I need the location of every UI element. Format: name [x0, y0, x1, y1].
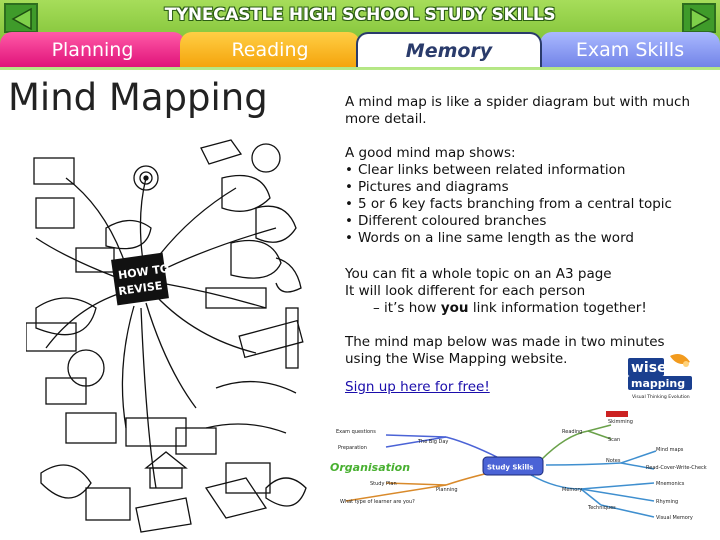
list-item: • Different coloured branches	[345, 213, 705, 230]
list-item: • 5 or 6 key facts branching from a central topic	[345, 196, 705, 213]
para3-line1: You can fit a whole topic on an A3 page	[345, 266, 612, 282]
mindmap-node: Notes	[606, 458, 621, 464]
mindmap-node: Study Plan	[370, 481, 397, 487]
mindmap-node: Exam questions	[336, 429, 376, 435]
tab-planning[interactable]: Planning	[0, 32, 185, 67]
mindmap-node: Rhyming	[656, 499, 679, 505]
mindmap-node: Scan	[608, 437, 621, 443]
mind-map-sketch-image	[26, 128, 316, 538]
list-intro: A good mind map shows:	[345, 145, 516, 161]
logo-word-mapping: mapping	[631, 377, 686, 390]
mindmap-central-node: Study Skills	[487, 463, 534, 472]
mindmap-title: Organisation	[330, 461, 411, 474]
mindmap-node: Memory	[562, 487, 583, 493]
mindmap-node: Preparation	[338, 445, 367, 451]
mindmap-node: Visual Memory	[656, 515, 693, 521]
mindmap-node: What type of learner are you?	[340, 499, 415, 505]
page-title: Mind Mapping	[8, 76, 268, 119]
para3-emphasis: you	[440, 300, 469, 316]
good-mind-map-list	[345, 145, 705, 247]
intro-paragraph: A mind map is like a spider diagram but with much more detail.	[345, 94, 691, 127]
mindmap-node: Reading	[562, 429, 583, 435]
list-item: • Words on a line same length as the word	[345, 230, 705, 247]
para3-line2: It will look different for each person	[345, 283, 586, 299]
signup-link[interactable]: Sign up here for free!	[345, 379, 490, 395]
list-item: • Clear links between related information	[345, 162, 705, 179]
mindmap-node: Planning	[436, 487, 458, 493]
mindmap-node: Read-Cover-Write-Check	[646, 465, 707, 471]
tab-memory[interactable]: Memory	[356, 32, 542, 67]
logo-tagline: Visual Thinking Evolution	[632, 395, 690, 400]
site-title: TYNECASTLE HIGH SCHOOL STUDY SKILLS	[164, 5, 556, 25]
header-bar	[0, 0, 720, 70]
wise-mapping-logo[interactable]	[626, 352, 702, 400]
tab-exam-skills[interactable]: Exam Skills	[540, 32, 720, 67]
next-page-button[interactable]	[682, 3, 716, 33]
para3-line3-start: – it’s how	[373, 300, 441, 316]
tab-reading[interactable]: Reading	[180, 32, 360, 67]
topic-paragraph	[345, 266, 705, 317]
wise-mapping-paragraph: The mind map below was made in two minutes using the Wise Mapping website.	[345, 334, 665, 367]
wise-mapping-mind-map	[326, 405, 716, 533]
sketch-center-label-2: REVISE	[117, 279, 164, 299]
para3-line3	[345, 300, 705, 317]
mindmap-node: Techniques	[588, 505, 616, 511]
mindmap-node: The Big Day	[418, 439, 449, 445]
logo-word-wise: wise	[631, 360, 667, 376]
list-item: • Pictures and diagrams	[345, 179, 705, 196]
para3-line3-end: link information together!	[468, 300, 647, 316]
mindmap-node: Skimming	[608, 419, 633, 425]
mindmap-node: Mind maps	[656, 447, 684, 453]
arrow-right-icon	[687, 7, 713, 31]
sketch-center-label: HOW TO	[117, 261, 171, 282]
mindmap-node: Mnemonics	[656, 481, 685, 487]
